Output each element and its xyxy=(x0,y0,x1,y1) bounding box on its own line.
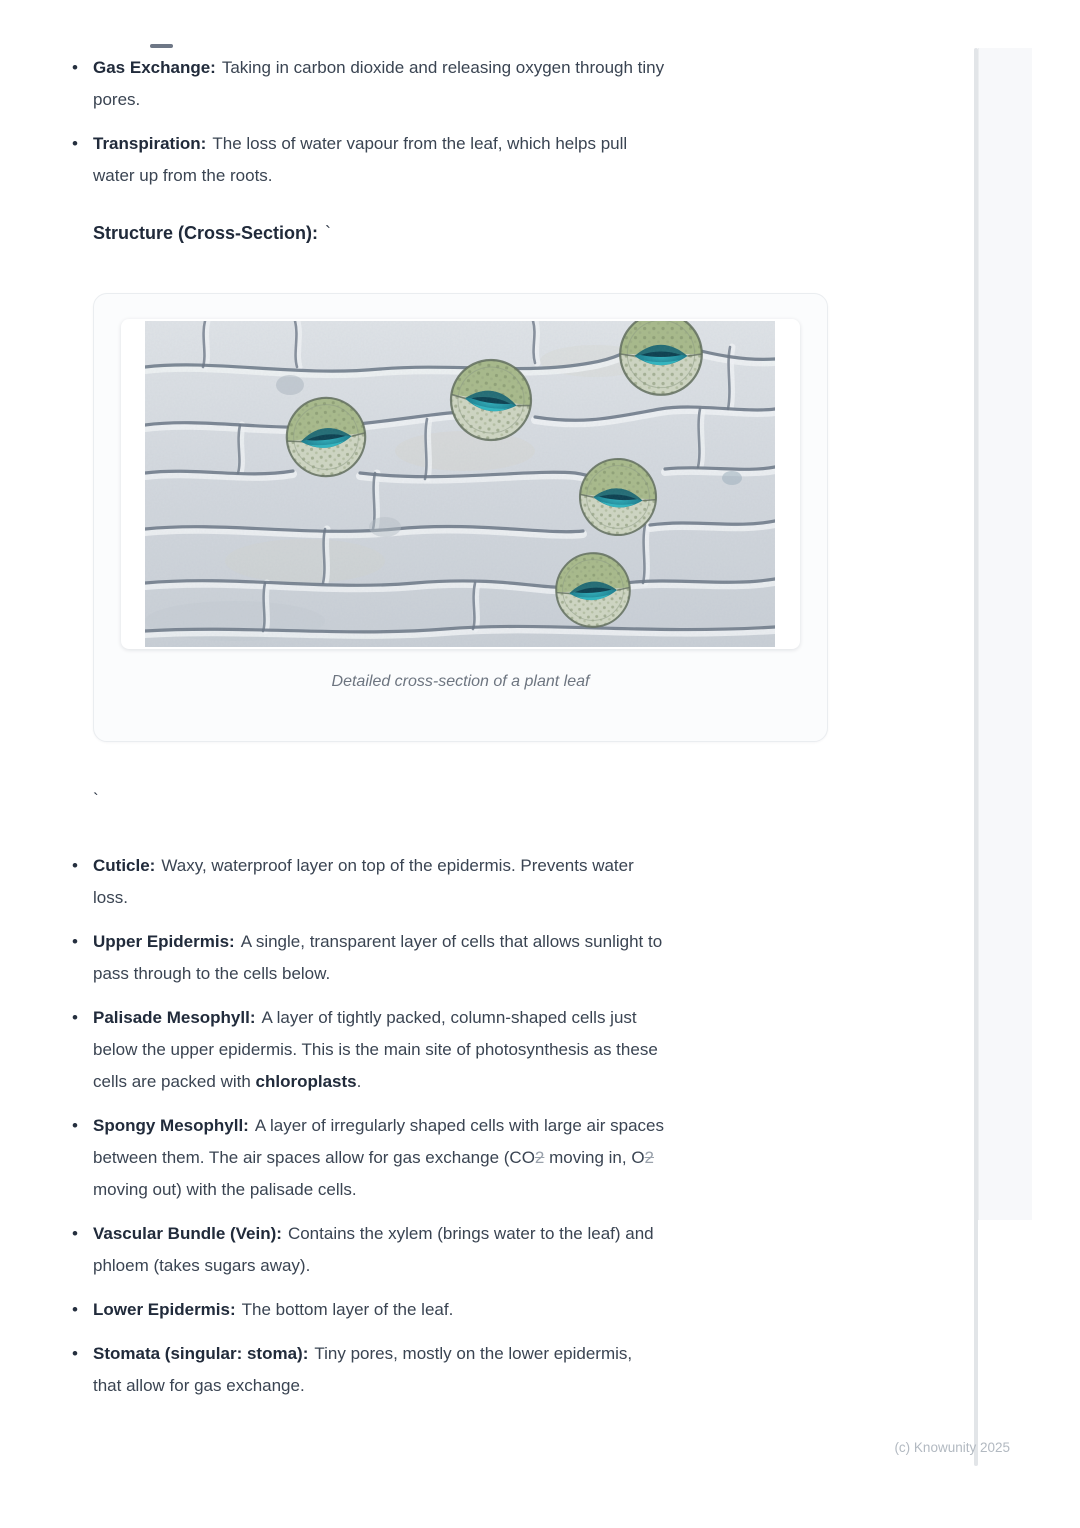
scrollbar-track[interactable] xyxy=(974,48,978,1466)
desc-line: phloem (takes sugars away). xyxy=(93,1256,311,1275)
leaf-epidermis-micrograph xyxy=(145,321,775,647)
term-spongy-mesophyll: Spongy Mesophyll: xyxy=(93,1116,249,1135)
next-page-edge xyxy=(978,48,1032,1220)
term-lower-epidermis: Lower Epidermis: xyxy=(93,1300,236,1319)
desc-line: A single, transparent layer of cells that allows sunlight to xyxy=(240,932,663,951)
desc-line: Tiny pores, mostly on the lower epidermis, xyxy=(314,1344,633,1363)
desc-line: that allow for gas exchange. xyxy=(93,1376,305,1395)
term-transpiration: Transpiration: xyxy=(93,134,207,153)
section-heading-text: Structure (Cross-Section): xyxy=(93,223,319,243)
desc-line xyxy=(93,1066,838,1098)
desc-line: Waxy, waterproof layer on top of the epidermis. Prevents water xyxy=(161,856,634,875)
co2-subscript: 2 xyxy=(534,1148,545,1167)
term-vascular-bundle: Vascular Bundle (Vein): xyxy=(93,1224,282,1243)
desc-fragment: between them. The air spaces allow for gas exchange (CO xyxy=(93,1148,535,1167)
desc-line: The loss of water vapour from the leaf, which helps pull xyxy=(212,134,628,153)
function-list xyxy=(93,52,838,204)
figure-caption: Detailed cross-section of a plant leaf xyxy=(331,673,590,690)
list-item-stomata xyxy=(93,1338,838,1402)
desc-line xyxy=(93,1142,838,1174)
bold-chloroplasts: chloroplasts xyxy=(255,1072,357,1091)
stray-backtick: ` xyxy=(93,790,99,809)
desc-line: A layer of tightly packed, column-shaped cells just xyxy=(261,1008,637,1027)
desc-line: water up from the roots. xyxy=(93,166,273,185)
figure-card xyxy=(93,293,828,742)
copyright-footer: (c) Knowunity 2025 xyxy=(894,1440,1010,1455)
list-item-cuticle xyxy=(93,850,838,914)
desc-fragment: cells are packed with xyxy=(93,1072,256,1091)
list-item-vascular-bundle xyxy=(93,1218,838,1282)
desc-line: The bottom layer of the leaf. xyxy=(241,1300,454,1319)
desc-line: below the upper epidermis. This is the main site of photosynthesis as these xyxy=(93,1040,658,1059)
o2-subscript: 2 xyxy=(644,1148,655,1167)
list-item-palisade-mesophyll xyxy=(93,1002,838,1098)
list-item-transpiration xyxy=(93,128,838,192)
desc-line: pores. xyxy=(93,90,141,109)
desc-fragment: moving in, O xyxy=(544,1148,645,1167)
list-item-gas-exchange xyxy=(93,52,838,116)
list-item-spongy-mesophyll xyxy=(93,1110,838,1206)
desc-line: Contains the xylem (brings water to the leaf) and xyxy=(287,1224,654,1243)
desc-line: pass through to the cells below. xyxy=(93,964,331,983)
structure-list xyxy=(93,850,838,1414)
desc-line: loss. xyxy=(93,888,128,907)
term-palisade-mesophyll: Palisade Mesophyll: xyxy=(93,1008,256,1027)
term-upper-epidermis: Upper Epidermis: xyxy=(93,932,235,951)
list-item-upper-epidermis xyxy=(93,926,838,990)
heading-backtick: ` xyxy=(325,223,332,243)
clipped-line-fragment xyxy=(150,44,173,48)
desc-fragment: . xyxy=(356,1072,362,1091)
list-item-lower-epidermis xyxy=(93,1294,838,1326)
term-stomata: Stomata (singular: stoma): xyxy=(93,1344,309,1363)
desc-line: Taking in carbon dioxide and releasing oxygen through tiny xyxy=(221,58,665,77)
section-heading xyxy=(93,217,331,249)
desc-line: A layer of irregularly shaped cells with large air spaces xyxy=(254,1116,664,1135)
term-gas-exchange: Gas Exchange: xyxy=(93,58,216,77)
desc-line: moving out) with the palisade cells. xyxy=(93,1180,357,1199)
term-cuticle: Cuticle: xyxy=(93,856,156,875)
image-frame xyxy=(121,319,800,649)
